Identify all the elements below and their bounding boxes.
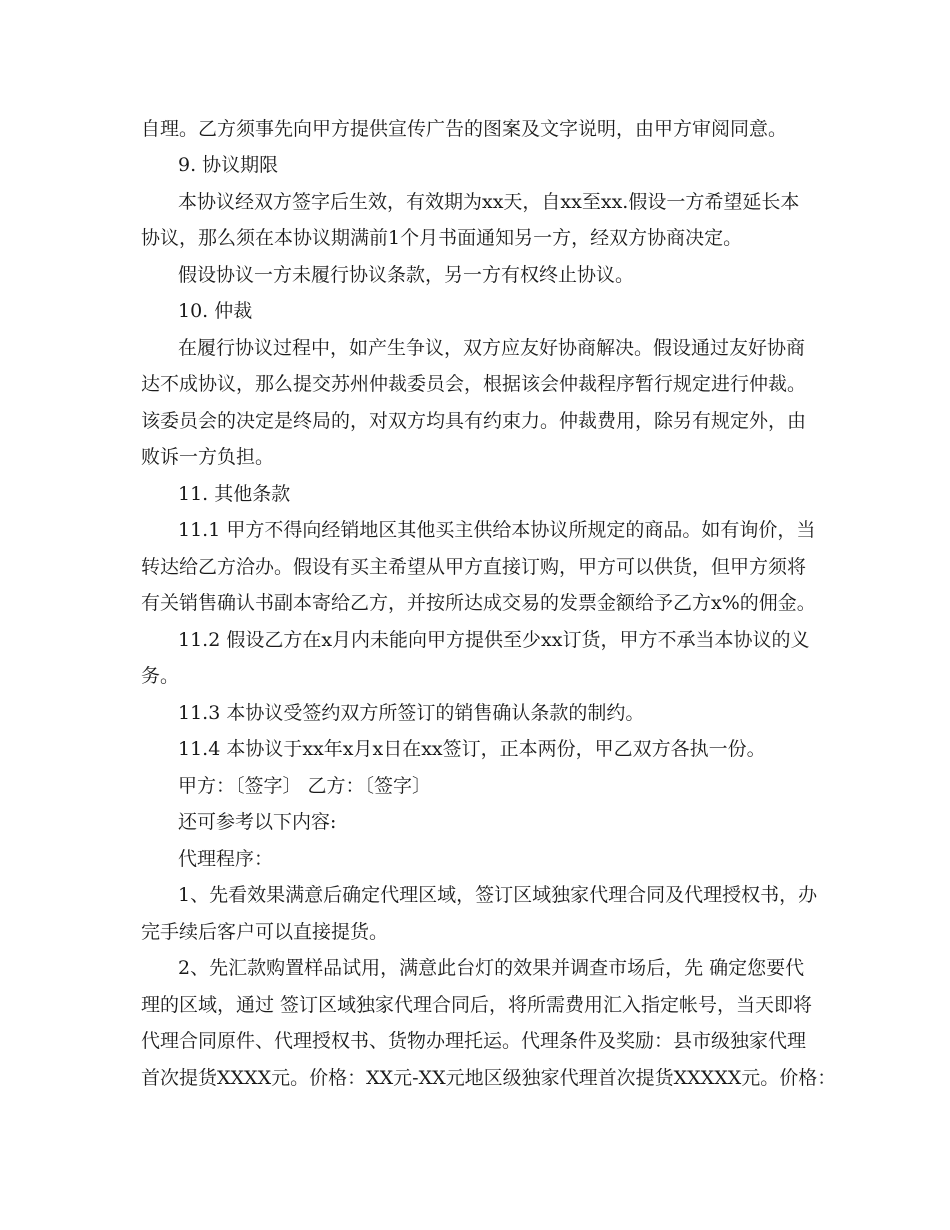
- paragraph-line: 1、先看效果满意后确定代理区域，签订区域独家代理合同及代理授权书，办: [178, 884, 818, 906]
- paragraph-line: 11.4 本协议于xx年x月x日在xx签订，正本两份，甲乙双方各执一份。: [178, 738, 766, 760]
- paragraph-line: 达不成协议，那么提交苏州仲裁委员会，根据该会仲裁程序暂行规定进行仲裁。: [141, 373, 807, 395]
- paragraph-line: 11.2 假设乙方在x月内未能向甲方提供至少xx订货，甲方不承当本协议的义: [178, 629, 810, 651]
- section-heading-11: 11. 其他条款: [178, 483, 291, 505]
- paragraph-line: 协议，那么须在本协议期满前1个月书面通知另一方，经双方协商决定。: [141, 227, 743, 249]
- paragraph-line: 在履行协议过程中，如产生争议，双方应友好协商解决。假设通过友好协商: [178, 337, 806, 359]
- paragraph-line: 自理。乙方须事先向甲方提供宣传广告的图案及文字说明，由甲方审阅同意。: [141, 118, 788, 140]
- paragraph-line: 该委员会的决定是终局的，对双方均具有约束力。仲裁费用，除另有规定外，由: [141, 410, 807, 432]
- paragraph-line: 完手续后客户可以直接提货。: [141, 921, 389, 943]
- section-heading-10: 10. 仲裁: [178, 300, 253, 322]
- section-heading-9: 9. 协议期限: [178, 154, 279, 176]
- paragraph-line: 转达给乙方洽办。假设有买主希望从甲方直接订购，甲方可以供货，但甲方须将: [141, 556, 807, 578]
- paragraph-line: 假设协议一方未履行协议条款，另一方有权终止协议。: [178, 264, 635, 286]
- paragraph-line: 还可参考以下内容:: [178, 811, 337, 833]
- subheading-agency-procedure: 代理程序：: [178, 848, 274, 870]
- signature-line: 甲方：〔签字〕 乙方：〔签字〕: [178, 775, 432, 797]
- paragraph-line: 务。: [141, 665, 180, 687]
- paragraph-line: 败诉一方负担。: [141, 446, 275, 468]
- paragraph-line: 11.1 甲方不得向经销地区其他买主供给本协议所规定的商品。如有询价，当: [178, 519, 816, 541]
- paragraph-line: 2、先汇款购置样品试用，满意此台灯的效果并调查市场后，先 确定您要代: [178, 957, 805, 979]
- paragraph-line: 理的区域，通过 签订区域独家代理合同后，将所需费用汇入指定帐号，当天即将: [141, 994, 813, 1016]
- paragraph-line: 11.3 本协议受签约双方所签订的销售确认条款的制约。: [178, 702, 645, 724]
- paragraph-line: 首次提货XXXX元。价格：XX元-XX元地区级独家代理首次提货XXXXX元。价格：: [141, 1067, 837, 1089]
- paragraph-line: 代理合同原件、代理授权书、货物办理托运。代理条件及奖励：县市级独家代理: [141, 1030, 807, 1052]
- paragraph-line: 本协议经双方签字后生效，有效期为xx天，自xx至xx.假设一方希望延长本: [178, 191, 800, 213]
- paragraph-line: 有关销售确认书副本寄给乙方，并按所达成交易的发票金额给予乙方x%的佣金。: [141, 592, 816, 614]
